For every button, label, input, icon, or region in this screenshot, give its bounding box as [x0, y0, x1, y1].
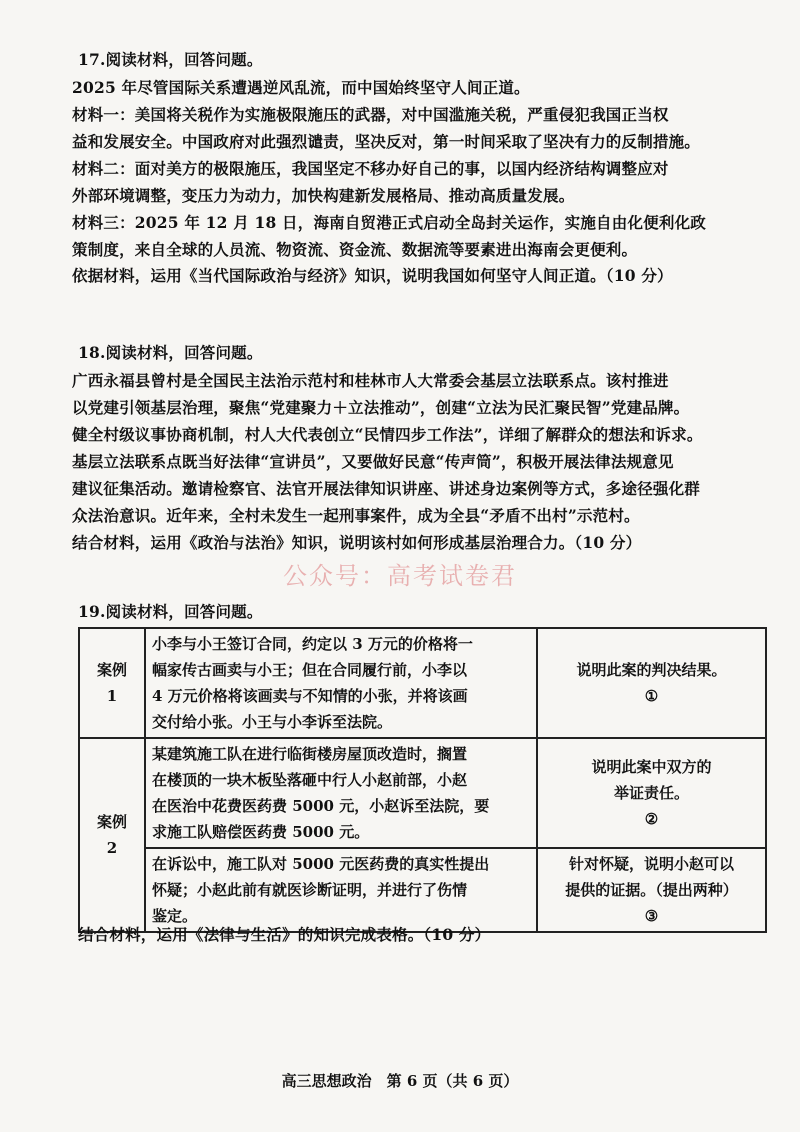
q19-instruction: 结合材料，运用《法律与生活》的知识完成表格。（10 分） [78, 925, 491, 944]
case2-question: 说明此案中双方的 举证责任。 ② [537, 738, 766, 848]
case1-label: 案例 1 [79, 628, 145, 738]
q18-line: 建议征集活动。邀请检察官、法官开展法律知识讲座、讲述身边案例等方式，多途径强化群 [72, 479, 701, 498]
q17-line: 材料一：美国将关税作为实施极限施压的武器，对中国滥施关税，严重侵犯我国正当权 [72, 105, 669, 124]
q18-line: 结合材料，运用《政治与法治》知识，说明该村如何形成基层治理合力。（10 分） [72, 533, 642, 552]
q18-line: 以党建引领基层治理，聚焦“党建聚力＋立法推动”，创建“立法为民汇聚民智”党建品牌。 [72, 398, 690, 417]
case-table [78, 627, 767, 933]
q17-title: 17.阅读材料，回答问题。 [78, 50, 263, 69]
table-row [79, 738, 766, 848]
q17-line: 依据材料，运用《当代国际政治与经济》知识，说明我国如何坚守人间正道。（10 分） [72, 266, 673, 285]
q18-line: 基层立法联系点既当好法律“宣讲员”，又要做好民意“传声筒”，积极开展法律法规意见 [72, 452, 674, 471]
q17-line: 材料二：面对美方的极限施压，我国坚定不移办好自己的事，以国内经济结构调整应对 [72, 159, 669, 178]
q18-title: 18.阅读材料，回答问题。 [78, 343, 263, 362]
case2-followup-question: 针对怀疑，说明小赵可以 提供的证据。（提出两种） ③ [537, 848, 766, 932]
case1-description: 小李与小王签订合同，约定以 3 万元的价格将一 幅家传古画卖与小王；但在合同履行前，小李以 4 万元价格将该画卖与不知情的小张，并将该画 交付给小张。小王与小李诉至法院。 [145, 628, 537, 738]
case2-description: 某建筑施工队在进行临街楼房屋顶改造时，搁置 在楼顶的一块木板坠落砸中行人小赵前部，小赵 在医治中花费医药费 5000 元，小赵诉至法院，要 求施工队赔偿医药费 5000 元。 [145, 738, 537, 848]
q17-line: 外部环境调整，变压力为动力，加快构建新发展格局、推动高质量发展。 [72, 186, 575, 205]
q17-line: 策制度，来自全球的人员流、物资流、资金流、数据流等要素进出海南会更便利。 [72, 240, 638, 259]
table-row [79, 628, 766, 738]
case1-question: 说明此案的判决结果。 ① [537, 628, 766, 738]
q18-line: 广西永福县曾村是全国民主法治示范村和桂林市人大常委会基层立法联系点。该村推进 [72, 371, 669, 390]
q17-line: 材料三：2025 年 12 月 18 日，海南自贸港正式启动全岛封关运作，实施自由化便利化政 [72, 213, 706, 232]
q17-line: 2025 年尽管国际关系遭遇逆风乱流，而中国始终坚守人间正道。 [72, 78, 530, 97]
watermark: 公众号：高考试卷君 [283, 562, 517, 590]
q19-title: 19.阅读材料，回答问题。 [78, 602, 263, 621]
case2-followup: 在诉讼中，施工队对 5000 元医药费的真实性提出 怀疑；小赵此前有就医诊断证明，并进行了伤情 鉴定。 [145, 848, 537, 932]
table-row [79, 848, 766, 932]
page-footer: 高三思想政治 第 6 页（共 6 页） [281, 1072, 519, 1090]
q18-line: 健全村级议事协商机制，村人大代表创立“民情四步工作法”，详细了解群众的想法和诉求。 [72, 425, 703, 444]
q18-line: 众法治意识。近年来，全村未发生一起刑事案件，成为全县“矛盾不出村”示范村。 [72, 506, 640, 525]
case2-label: 案例 2 [79, 738, 145, 932]
q17-line: 益和发展安全。中国政府对此强烈谴责，坚决反对，第一时间采取了坚决有力的反制措施。 [72, 132, 701, 151]
